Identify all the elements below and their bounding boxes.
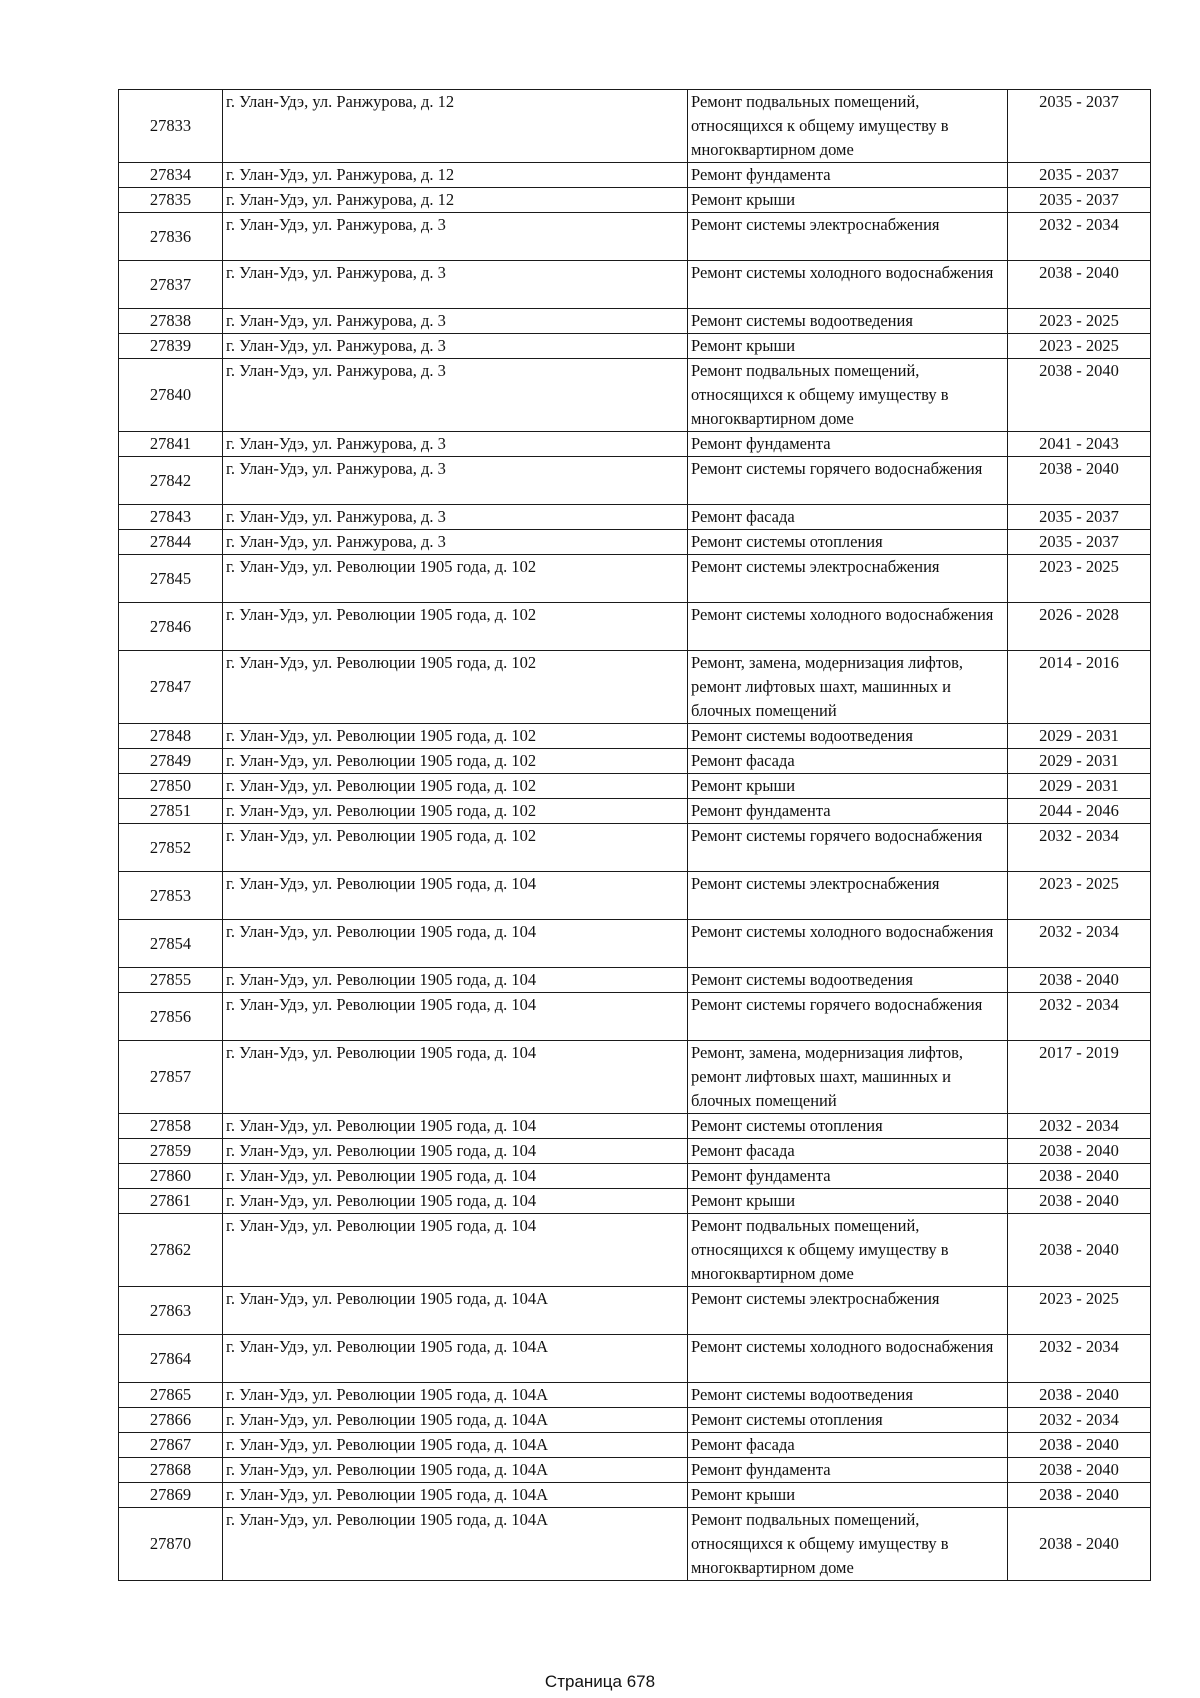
work-type-cell: Ремонт системы электроснабжения <box>688 213 1008 261</box>
row-number-cell: 27843 <box>119 505 223 530</box>
address-cell: г. Улан-Удэ, ул. Революции 1905 года, д. 104 <box>223 1139 688 1164</box>
row-number-cell: 27870 <box>119 1508 223 1581</box>
period-cell: 2038 - 2040 <box>1008 1214 1151 1287</box>
address-cell: г. Улан-Удэ, ул. Революции 1905 года, д. 102 <box>223 555 688 603</box>
address-cell: г. Улан-Удэ, ул. Революции 1905 года, д. 104А <box>223 1483 688 1508</box>
period-cell: 2032 - 2034 <box>1008 920 1151 968</box>
table-row <box>119 993 1151 1041</box>
address-cell: г. Улан-Удэ, ул. Революции 1905 года, д. 102 <box>223 774 688 799</box>
table-row <box>119 1139 1151 1164</box>
work-type-cell: Ремонт подвальных помещений, относящихся к общему имуществу в многоквартирном доме <box>688 1508 1008 1581</box>
address-cell: г. Улан-Удэ, ул. Революции 1905 года, д. 102 <box>223 749 688 774</box>
row-number-cell: 27858 <box>119 1114 223 1139</box>
address-cell: г. Улан-Удэ, ул. Революции 1905 года, д. 102 <box>223 724 688 749</box>
address-cell: г. Улан-Удэ, ул. Революции 1905 года, д. 104А <box>223 1287 688 1335</box>
row-number-cell: 27864 <box>119 1335 223 1383</box>
period-cell: 2029 - 2031 <box>1008 749 1151 774</box>
period-cell: 2032 - 2034 <box>1008 213 1151 261</box>
table-row <box>119 920 1151 968</box>
table-row <box>119 1483 1151 1508</box>
period-cell: 2032 - 2034 <box>1008 1408 1151 1433</box>
row-number-cell: 27860 <box>119 1164 223 1189</box>
period-cell: 2035 - 2037 <box>1008 188 1151 213</box>
period-cell: 2038 - 2040 <box>1008 1189 1151 1214</box>
row-number-cell: 27840 <box>119 359 223 432</box>
row-number-cell: 27833 <box>119 90 223 163</box>
table-row <box>119 359 1151 432</box>
period-cell: 2023 - 2025 <box>1008 1287 1151 1335</box>
period-cell: 2032 - 2034 <box>1008 824 1151 872</box>
work-type-cell: Ремонт крыши <box>688 188 1008 213</box>
table-row <box>119 555 1151 603</box>
table-row <box>119 432 1151 457</box>
period-cell: 2029 - 2031 <box>1008 774 1151 799</box>
work-type-cell: Ремонт системы холодного водоснабжения <box>688 1335 1008 1383</box>
period-cell: 2038 - 2040 <box>1008 1458 1151 1483</box>
table-row <box>119 1214 1151 1287</box>
address-cell: г. Улан-Удэ, ул. Революции 1905 года, д. 104А <box>223 1383 688 1408</box>
work-type-cell: Ремонт фундамента <box>688 799 1008 824</box>
period-cell: 2023 - 2025 <box>1008 872 1151 920</box>
table-row <box>119 163 1151 188</box>
period-cell: 2032 - 2034 <box>1008 1335 1151 1383</box>
row-number-cell: 27844 <box>119 530 223 555</box>
row-number-cell: 27851 <box>119 799 223 824</box>
address-cell: г. Улан-Удэ, ул. Революции 1905 года, д. 104 <box>223 1189 688 1214</box>
period-cell: 2038 - 2040 <box>1008 261 1151 309</box>
row-number-cell: 27857 <box>119 1041 223 1114</box>
address-cell: г. Улан-Удэ, ул. Революции 1905 года, д. 104 <box>223 968 688 993</box>
table-row <box>119 1114 1151 1139</box>
work-type-cell: Ремонт крыши <box>688 334 1008 359</box>
table-row <box>119 872 1151 920</box>
row-number-cell: 27869 <box>119 1483 223 1508</box>
work-type-cell: Ремонт системы электроснабжения <box>688 1287 1008 1335</box>
address-cell: г. Улан-Удэ, ул. Революции 1905 года, д. 104 <box>223 1214 688 1287</box>
address-cell: г. Улан-Удэ, ул. Революции 1905 года, д. 104А <box>223 1458 688 1483</box>
address-cell: г. Улан-Удэ, ул. Ранжурова, д. 3 <box>223 334 688 359</box>
work-type-cell: Ремонт фундамента <box>688 1164 1008 1189</box>
address-cell: г. Улан-Удэ, ул. Революции 1905 года, д. 104 <box>223 920 688 968</box>
table-row <box>119 749 1151 774</box>
table-row <box>119 1335 1151 1383</box>
row-number-cell: 27850 <box>119 774 223 799</box>
row-number-cell: 27861 <box>119 1189 223 1214</box>
address-cell: г. Улан-Удэ, ул. Революции 1905 года, д. 104 <box>223 1041 688 1114</box>
address-cell: г. Улан-Удэ, ул. Ранжурова, д. 3 <box>223 432 688 457</box>
row-number-cell: 27846 <box>119 603 223 651</box>
period-cell: 2032 - 2034 <box>1008 1114 1151 1139</box>
work-type-cell: Ремонт фасада <box>688 1433 1008 1458</box>
work-type-cell: Ремонт подвальных помещений, относящихся к общему имуществу в многоквартирном доме <box>688 359 1008 432</box>
address-cell: г. Улан-Удэ, ул. Революции 1905 года, д. 104 <box>223 1164 688 1189</box>
table-row <box>119 1408 1151 1433</box>
work-type-cell: Ремонт системы электроснабжения <box>688 872 1008 920</box>
table-row <box>119 505 1151 530</box>
row-number-cell: 27837 <box>119 261 223 309</box>
table-row <box>119 213 1151 261</box>
table-row <box>119 1287 1151 1335</box>
work-type-cell: Ремонт системы отопления <box>688 530 1008 555</box>
page-number: Страница 678 <box>544 1672 656 1691</box>
address-cell: г. Улан-Удэ, ул. Революции 1905 года, д. 102 <box>223 651 688 724</box>
work-type-cell: Ремонт фасада <box>688 749 1008 774</box>
period-cell: 2038 - 2040 <box>1008 359 1151 432</box>
row-number-cell: 27853 <box>119 872 223 920</box>
row-number-cell: 27835 <box>119 188 223 213</box>
table-row <box>119 724 1151 749</box>
work-type-cell: Ремонт, замена, модернизация лифтов, ремонт лифтовых шахт, машинных и блочных помещений <box>688 651 1008 724</box>
table-row <box>119 457 1151 505</box>
address-cell: г. Улан-Удэ, ул. Революции 1905 года, д. 104А <box>223 1433 688 1458</box>
row-number-cell: 27863 <box>119 1287 223 1335</box>
row-number-cell: 27854 <box>119 920 223 968</box>
address-cell: г. Улан-Удэ, ул. Революции 1905 года, д. 104 <box>223 993 688 1041</box>
address-cell: г. Улан-Удэ, ул. Ранжурова, д. 3 <box>223 309 688 334</box>
work-type-cell: Ремонт системы водоотведения <box>688 968 1008 993</box>
repair-schedule-table <box>118 89 1151 1581</box>
table-body <box>119 90 1151 1581</box>
row-number-cell: 27865 <box>119 1383 223 1408</box>
period-cell: 2023 - 2025 <box>1008 334 1151 359</box>
row-number-cell: 27859 <box>119 1139 223 1164</box>
address-cell: г. Улан-Удэ, ул. Революции 1905 года, д. 102 <box>223 603 688 651</box>
table-row <box>119 774 1151 799</box>
table-row <box>119 1164 1151 1189</box>
row-number-cell: 27848 <box>119 724 223 749</box>
table-row <box>119 90 1151 163</box>
period-cell: 2038 - 2040 <box>1008 1483 1151 1508</box>
row-number-cell: 27836 <box>119 213 223 261</box>
address-cell: г. Улан-Удэ, ул. Ранжурова, д. 3 <box>223 530 688 555</box>
period-cell: 2017 - 2019 <box>1008 1041 1151 1114</box>
period-cell: 2032 - 2034 <box>1008 993 1151 1041</box>
row-number-cell: 27839 <box>119 334 223 359</box>
address-cell: г. Улан-Удэ, ул. Революции 1905 года, д. 102 <box>223 799 688 824</box>
address-cell: г. Улан-Удэ, ул. Революции 1905 года, д. 104 <box>223 1114 688 1139</box>
address-cell: г. Улан-Удэ, ул. Ранжурова, д. 3 <box>223 261 688 309</box>
work-type-cell: Ремонт системы отопления <box>688 1408 1008 1433</box>
row-number-cell: 27845 <box>119 555 223 603</box>
table-row <box>119 968 1151 993</box>
table-row <box>119 1041 1151 1114</box>
table-row <box>119 824 1151 872</box>
work-type-cell: Ремонт, замена, модернизация лифтов, ремонт лифтовых шахт, машинных и блочных помещений <box>688 1041 1008 1114</box>
address-cell: г. Улан-Удэ, ул. Ранжурова, д. 3 <box>223 505 688 530</box>
address-cell: г. Улан-Удэ, ул. Революции 1905 года, д. 104А <box>223 1335 688 1383</box>
table-row <box>119 309 1151 334</box>
row-number-cell: 27856 <box>119 993 223 1041</box>
address-cell: г. Улан-Удэ, ул. Революции 1905 года, д. 104 <box>223 872 688 920</box>
address-cell: г. Улан-Удэ, ул. Ранжурова, д. 3 <box>223 457 688 505</box>
row-number-cell: 27834 <box>119 163 223 188</box>
work-type-cell: Ремонт системы горячего водоснабжения <box>688 457 1008 505</box>
period-cell: 2038 - 2040 <box>1008 1383 1151 1408</box>
work-type-cell: Ремонт системы электроснабжения <box>688 555 1008 603</box>
period-cell: 2014 - 2016 <box>1008 651 1151 724</box>
row-number-cell: 27868 <box>119 1458 223 1483</box>
row-number-cell: 27867 <box>119 1433 223 1458</box>
address-cell: г. Улан-Удэ, ул. Ранжурова, д. 12 <box>223 163 688 188</box>
work-type-cell: Ремонт крыши <box>688 1189 1008 1214</box>
work-type-cell: Ремонт фундамента <box>688 432 1008 457</box>
table-row <box>119 1189 1151 1214</box>
row-number-cell: 27855 <box>119 968 223 993</box>
row-number-cell: 27862 <box>119 1214 223 1287</box>
period-cell: 2038 - 2040 <box>1008 1433 1151 1458</box>
period-cell: 2038 - 2040 <box>1008 1164 1151 1189</box>
row-number-cell: 27847 <box>119 651 223 724</box>
work-type-cell: Ремонт системы горячего водоснабжения <box>688 824 1008 872</box>
row-number-cell: 27842 <box>119 457 223 505</box>
row-number-cell: 27866 <box>119 1408 223 1433</box>
period-cell: 2035 - 2037 <box>1008 530 1151 555</box>
period-cell: 2023 - 2025 <box>1008 309 1151 334</box>
period-cell: 2029 - 2031 <box>1008 724 1151 749</box>
table-row <box>119 603 1151 651</box>
period-cell: 2035 - 2037 <box>1008 505 1151 530</box>
table-row <box>119 1383 1151 1408</box>
period-cell: 2038 - 2040 <box>1008 457 1151 505</box>
work-type-cell: Ремонт системы водоотведения <box>688 1383 1008 1408</box>
period-cell: 2035 - 2037 <box>1008 163 1151 188</box>
row-number-cell: 27838 <box>119 309 223 334</box>
table-row <box>119 188 1151 213</box>
work-type-cell: Ремонт системы холодного водоснабжения <box>688 920 1008 968</box>
work-type-cell: Ремонт системы холодного водоснабжения <box>688 261 1008 309</box>
work-type-cell: Ремонт фасада <box>688 505 1008 530</box>
work-type-cell: Ремонт фасада <box>688 1139 1008 1164</box>
work-type-cell: Ремонт системы отопления <box>688 1114 1008 1139</box>
work-type-cell: Ремонт крыши <box>688 1483 1008 1508</box>
work-type-cell: Ремонт подвальных помещений, относящихся к общему имуществу в многоквартирном доме <box>688 1214 1008 1287</box>
address-cell: г. Улан-Удэ, ул. Революции 1905 года, д. 104А <box>223 1508 688 1581</box>
address-cell: г. Улан-Удэ, ул. Революции 1905 года, д. 102 <box>223 824 688 872</box>
period-cell: 2044 - 2046 <box>1008 799 1151 824</box>
address-cell: г. Улан-Удэ, ул. Революции 1905 года, д. 104А <box>223 1408 688 1433</box>
table-row <box>119 651 1151 724</box>
address-cell: г. Улан-Удэ, ул. Ранжурова, д. 12 <box>223 188 688 213</box>
address-cell: г. Улан-Удэ, ул. Ранжурова, д. 3 <box>223 213 688 261</box>
table-row <box>119 1508 1151 1581</box>
work-type-cell: Ремонт фундамента <box>688 1458 1008 1483</box>
work-type-cell: Ремонт крыши <box>688 774 1008 799</box>
work-type-cell: Ремонт системы водоотведения <box>688 724 1008 749</box>
table-row <box>119 334 1151 359</box>
period-cell: 2038 - 2040 <box>1008 1139 1151 1164</box>
period-cell: 2038 - 2040 <box>1008 968 1151 993</box>
address-cell: г. Улан-Удэ, ул. Ранжурова, д. 12 <box>223 90 688 163</box>
period-cell: 2023 - 2025 <box>1008 555 1151 603</box>
table-row <box>119 530 1151 555</box>
row-number-cell: 27852 <box>119 824 223 872</box>
table-row <box>119 261 1151 309</box>
work-type-cell: Ремонт системы горячего водоснабжения <box>688 993 1008 1041</box>
row-number-cell: 27849 <box>119 749 223 774</box>
work-type-cell: Ремонт системы холодного водоснабжения <box>688 603 1008 651</box>
table-row <box>119 1458 1151 1483</box>
work-type-cell: Ремонт фундамента <box>688 163 1008 188</box>
period-cell: 2041 - 2043 <box>1008 432 1151 457</box>
row-number-cell: 27841 <box>119 432 223 457</box>
work-type-cell: Ремонт системы водоотведения <box>688 309 1008 334</box>
table-row <box>119 1433 1151 1458</box>
period-cell: 2038 - 2040 <box>1008 1508 1151 1581</box>
address-cell: г. Улан-Удэ, ул. Ранжурова, д. 3 <box>223 359 688 432</box>
period-cell: 2026 - 2028 <box>1008 603 1151 651</box>
work-type-cell: Ремонт подвальных помещений, относящихся к общему имуществу в многоквартирном доме <box>688 90 1008 163</box>
period-cell: 2035 - 2037 <box>1008 90 1151 163</box>
table-row <box>119 799 1151 824</box>
